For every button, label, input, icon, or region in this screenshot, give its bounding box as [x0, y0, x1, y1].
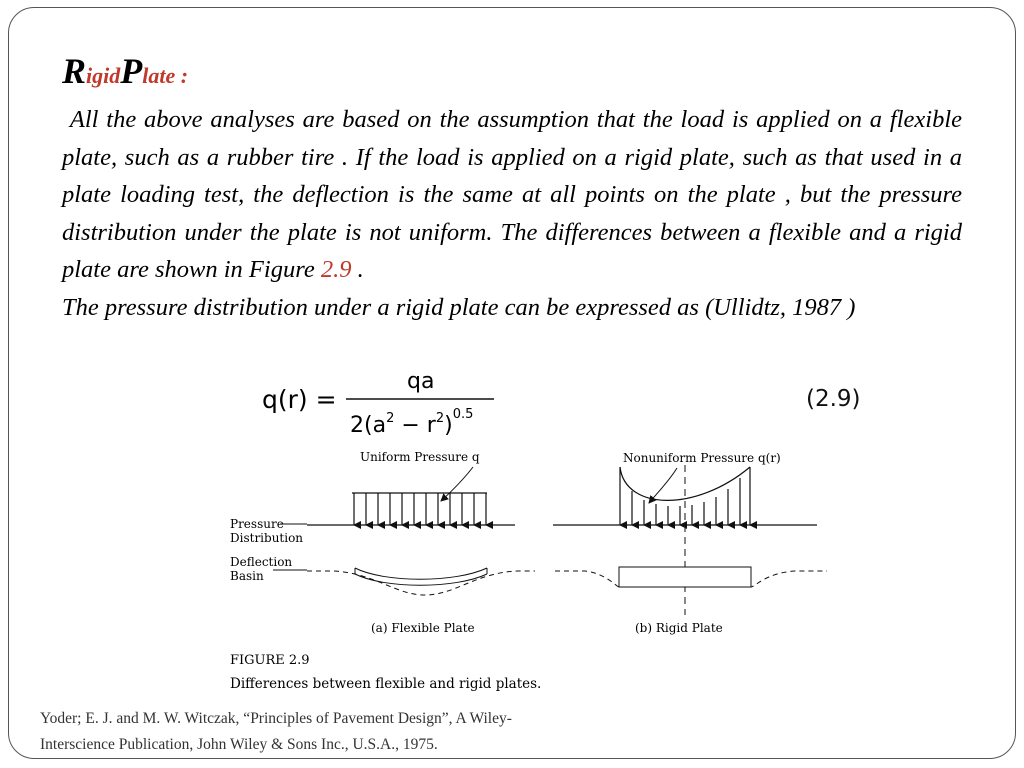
slide-title [62, 50, 188, 92]
equation-denominator: $2(a^2 - r^2)^{0.5}$ [350, 407, 474, 438]
label-nonuniform-pressure: Nonuniform Pressure q(r) [623, 451, 781, 465]
uniform-leader-arrow [441, 467, 473, 501]
equation-lhs: q(r) = [262, 385, 337, 414]
citation-line-2: Interscience Publication, John Wiley & Sons Inc., U.S.A., 1975. [40, 736, 438, 753]
figure-number: FIGURE 2.9 [230, 653, 310, 668]
uniform-pressure-arrows [352, 493, 487, 525]
slide-body [62, 101, 962, 327]
paragraph-pressure-distribution: The pressure distribution under a rigid plate can be expressed as (Ullidtz, 1987 ) [62, 293, 856, 321]
citation [40, 706, 600, 758]
label-deflection: Deflection [230, 555, 293, 569]
equation-number: (2.9) [806, 386, 861, 412]
label-basin: Basin [230, 569, 264, 583]
equation-2-9 [262, 370, 512, 442]
paragraph1-text: All the above analyses are based on the assumption that the load is applied on a flexible plate, such as a rubber tire . If the load is applied on a rigid plate, such as that used in a plate loading test, the deflection is the same at all points on the plate , but the pressure distribution under the plate is not uniform. The differences between a flexible and a rigid plate are shown in Figure [62, 106, 963, 284]
label-distribution: Distribution [230, 531, 304, 545]
nonuniform-leader-arrow [649, 468, 677, 503]
rigid-deflection-basin [555, 567, 827, 587]
label-pressure: Pressure [230, 517, 284, 531]
equation-numerator: qa [407, 370, 435, 394]
title-initial-p: P [120, 51, 143, 91]
paragraph-flexible-rigid [62, 101, 962, 289]
paragraph1-end: . [357, 256, 364, 284]
caption-flexible-plate: (a) Flexible Plate [371, 621, 475, 635]
title-rest-late: late : [142, 63, 189, 88]
figure-reference: 2.9 [320, 256, 352, 284]
flexible-deflection-basin [307, 568, 535, 595]
title-initial-r: R [62, 51, 87, 91]
figure-2-9 [225, 445, 835, 695]
citation-line-1: Yoder; E. J. and M. W. Witczak, “Principles of Pavement Design”, A Wiley- [40, 710, 512, 727]
caption-rigid-plate: (b) Rigid Plate [635, 621, 723, 635]
title-rest-igid: igid [86, 63, 121, 88]
label-uniform-pressure: Uniform Pressure q [360, 450, 480, 464]
figure-caption: Differences between flexible and rigid plates. [230, 676, 542, 692]
